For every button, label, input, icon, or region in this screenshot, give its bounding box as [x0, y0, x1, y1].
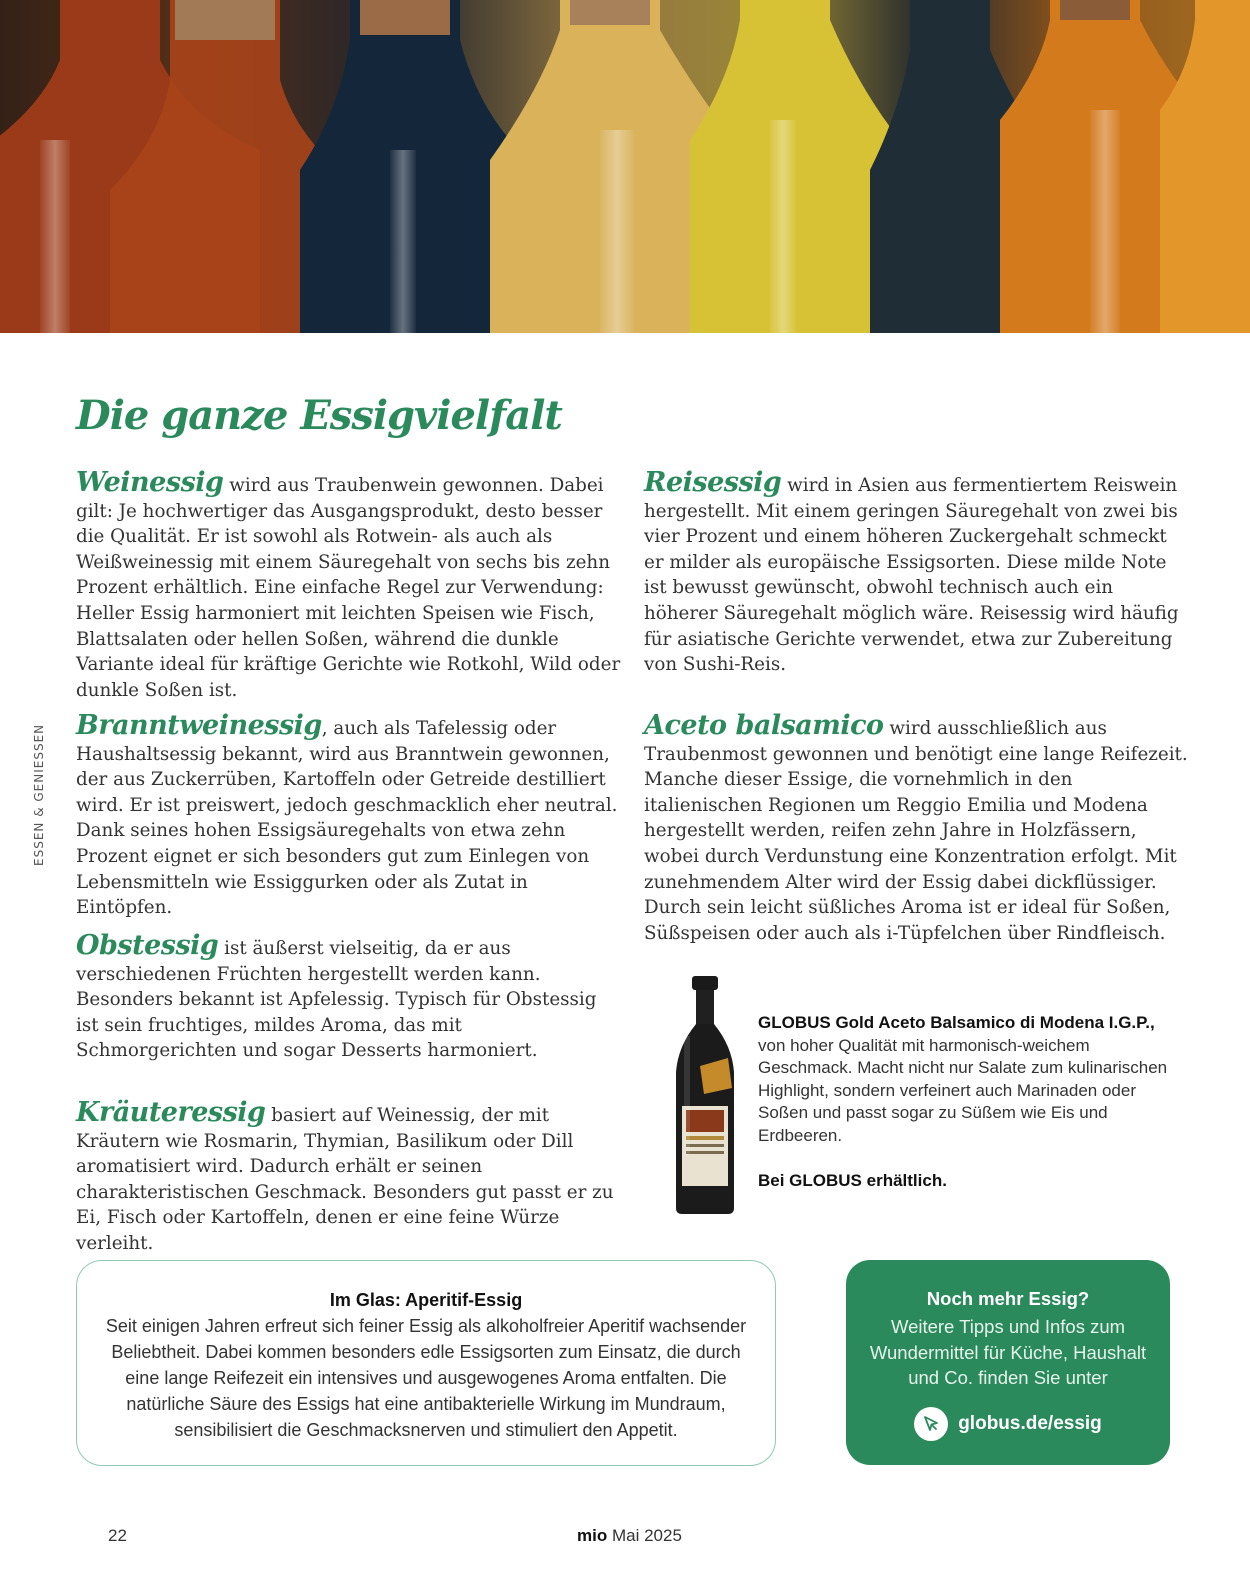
product-availability: Bei GLOBUS erhältlich.: [758, 1170, 947, 1190]
cta-title: Noch mehr Essig?: [926, 1288, 1090, 1309]
article-paragraph-branntweinessig: [76, 710, 621, 921]
magazine-date: Mai 2025: [611, 1526, 682, 1545]
aperitif-info-box: [76, 1260, 776, 1466]
article-paragraph-kraeuteressig: [76, 1097, 621, 1257]
vinegar-bottles-illustration: [0, 0, 1250, 333]
paragraph-text: ist äußerst vielseitig, da er aus verschiedenen Früchten hergestellt werden kann. Besonders bekannt ist Apfelessig. Typisch für Obstessig ist sein fruchtiges, mildes Aroma, das mit Schmorgerichten und sogar Desserts harmoniert.: [76, 938, 597, 1062]
hero-image: [0, 0, 1250, 333]
paragraph-text: , auch als Tafelessig oder Haushaltsessig bekannt, wird aus Branntwein gewonnen, der aus Zuckerrüben, Kartoffeln oder Getreide destilliert wird. Er ist preiswert, jedoch geschmacklich eher neutral. Dank seines hohen Essigsäuregehalts von etwa zehn Prozent eignet er sich besonders gut zum Einlegen von Lebensmitteln wie Essiggurken oder als Zutat in Eintöpfen.: [76, 718, 618, 919]
paragraph-heading: Obstessig: [76, 930, 219, 961]
product-text: von hoher Qualität mit harmonisch-weichem Geschmack. Macht nicht nur Salate zum kulinarischen Highlight, sondern verfeinert auch Marinaden oder Soßen und passt sogar zu Süßem wie Eis und Erdbeeren.: [758, 1035, 1168, 1145]
article-paragraph-weinessig: [76, 467, 621, 703]
paragraph-text: wird in Asien aus fermentiertem Reiswein hergestellt. Mit einem geringen Säuregehalt von zwei bis vier Prozent und einem höheren Zuckergehalt schmeckt er milder als europäische Essigsorten. Diese milde Note ist bewusst gewünscht, obwohl technisch auch ein höherer Säuregehalt möglich wäre. Reisessig wird häufig für asiatische Gerichte verwendet, etwa zur Zubereitung von Sushi-Reis.: [644, 475, 1179, 676]
magazine-brand: mio: [577, 1526, 608, 1545]
magazine-issue: [577, 1526, 682, 1546]
cta-link-text[interactable]: globus.de/essig: [958, 1412, 1102, 1434]
page-title: Die ganze Essigvielfalt: [76, 392, 562, 439]
article-paragraph-obstessig: [76, 930, 621, 1064]
paragraph-text: basiert auf Weinessig, der mit Kräutern wie Rosmarin, Thymian, Basilikum oder Dill aromatisiert wird. Dadurch erhält er seinen charakteristischen Geschmack. Besonders gut passt er zu Ei, Fisch oder Kartoffeln, denen er eine feine Würze verleiht.: [76, 1105, 614, 1254]
paragraph-heading: Branntweinessig: [76, 710, 322, 741]
cta-link[interactable]: [914, 1407, 1102, 1441]
more-vinegar-cta-box: [846, 1260, 1170, 1465]
page-number: 22: [108, 1526, 127, 1545]
cta-text: Weitere Tipps und Infos zum Wundermittel für Küche, Haushalt und Co. finden Sie unter: [869, 1316, 1147, 1389]
paragraph-heading: Kräuteressig: [76, 1097, 266, 1128]
section-label: ESSEN & GENIESSEN: [32, 723, 46, 866]
article-paragraph-reisessig: [644, 467, 1189, 678]
product-name: GLOBUS Gold Aceto Balsamico di Modena I.G.P.,: [758, 1013, 1155, 1032]
infobox-title: Im Glas: Aperitif-Essig: [329, 1290, 523, 1310]
paragraph-text: wird aus Traubenwein gewonnen. Dabei gilt: Je hochwertiger das Ausgangsprodukt, desto besser die Qualität. Er ist sowohl als Rotwein- als auch als Weißweinessig mit einem Säuregehalt von sechs bis zehn Prozent erhältlich. Eine einfache Regel zur Verwendung: Heller Essig harmoniert mit leichten Speisen wie Fisch, Blattsalaten oder hellen Soßen, während die dunkle Variante ideal für kräftige Gerichte wie Rotkohl, Wild oder dunkle Soßen ist.: [76, 475, 621, 701]
cursor-click-icon: [914, 1407, 948, 1441]
product-description: [758, 1012, 1168, 1192]
paragraph-heading: Reisessig: [644, 467, 782, 498]
paragraph-heading: Weinessig: [76, 467, 224, 498]
balsamico-bottle-image: [670, 976, 740, 1216]
paragraph-text: wird ausschließlich aus Traubenmost gewonnen und benötigt eine lange Reifezeit. Manche dieser Essige, die vornehmlich in den italienischen Regionen um Reggio Emilia und Modena hergestellt werden, reifen zehn Jahre in Holzfässern, wobei durch Verdunstung eine Konzentration erfolgt. Mit zunehmendem Alter wird der Essig dabei dickflüssiger. Durch sein leicht süßliches Aroma ist er ideal für Soßen, Süßspeisen oder auch als i-Tüpfelchen über Rindfleisch.: [644, 718, 1188, 944]
paragraph-heading: Aceto balsamico: [644, 710, 884, 741]
article-paragraph-aceto-balsamico: [644, 710, 1189, 946]
infobox-text: Seit einigen Jahren erfreut sich feiner Essig als alkoholfreier Aperitif wachsender Beliebtheit. Dabei kommen besonders edle Essigsorten zum Einsatz, die durch eine lange Reifezeit ein intensives und ausgewogenes Aroma entfalten. Die natürliche Säure des Essigs hat eine antibakterielle Wirkung im Mundraum, sensibilisiert die Geschmacksnerven und stimuliert den Appetit.: [105, 1316, 747, 1440]
